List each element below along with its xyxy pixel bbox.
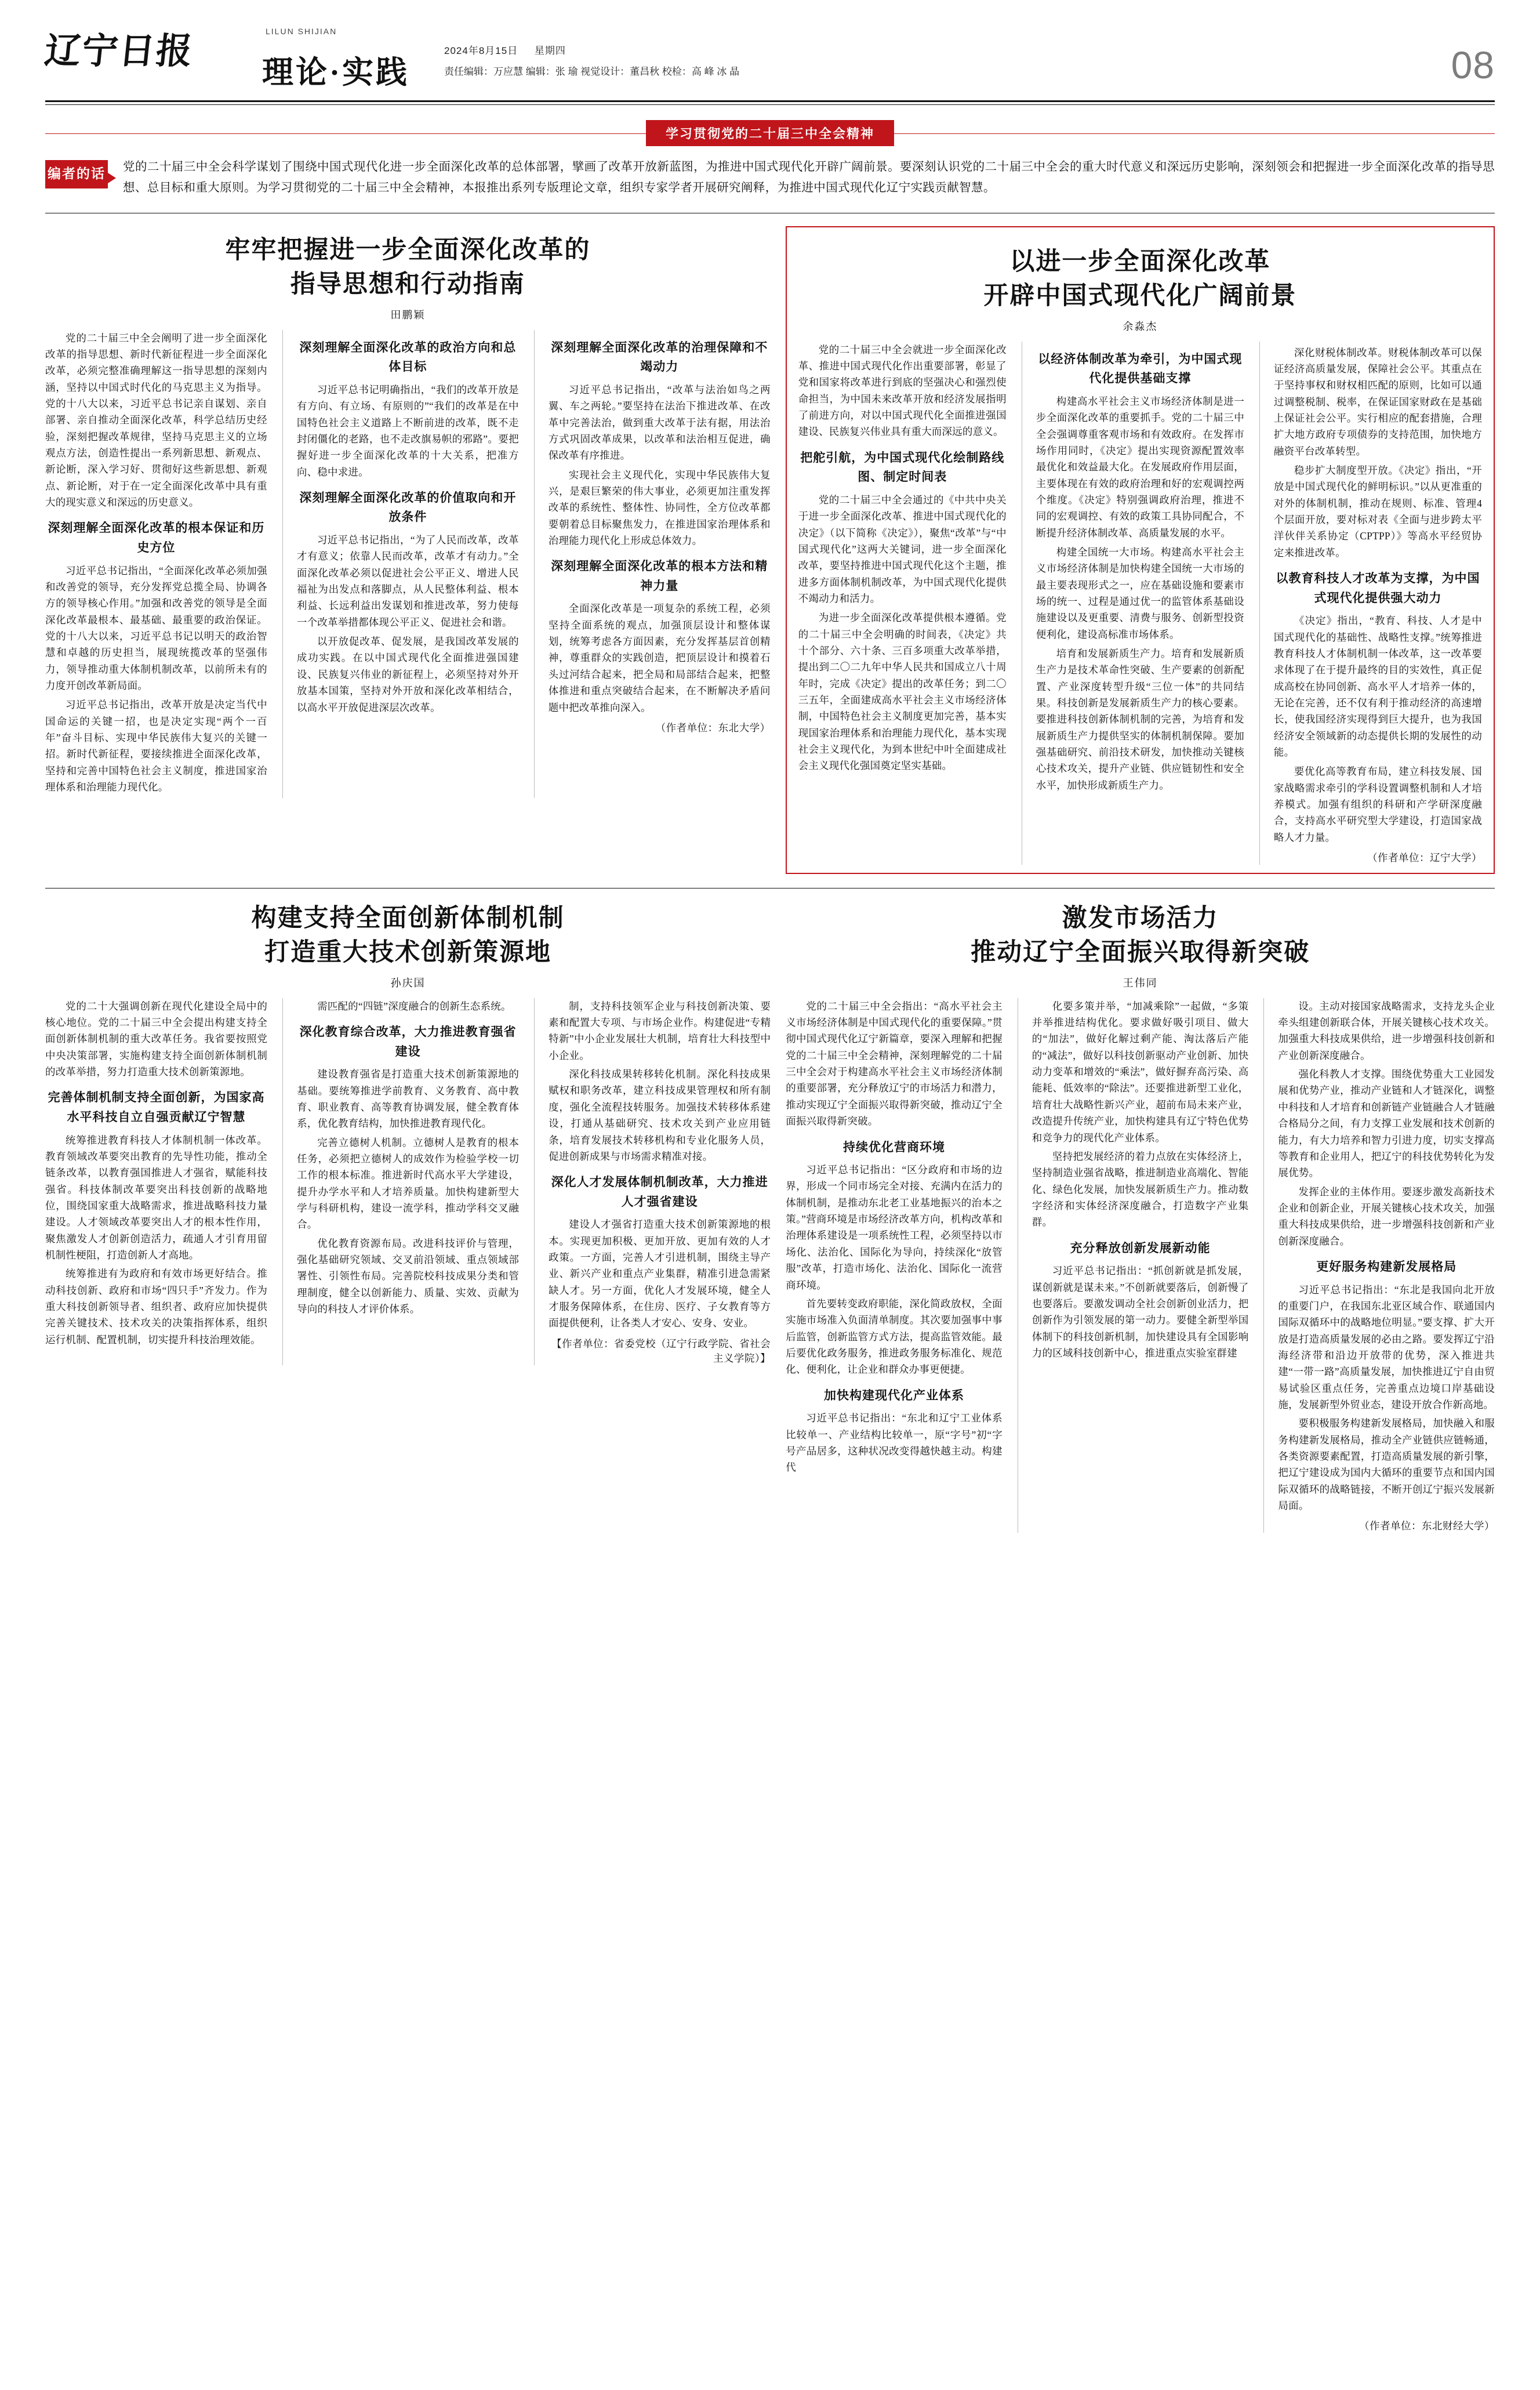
article2-col2 — [1022, 342, 1244, 865]
paragraph: 稳步扩大制度型开放。《决定》指出，“开放是中国式现代化的鲜明标识。”以从更准重的对外的体制机制，推动在规则、标准、管理4个层面开放，要对标对表《全面与进步跨太平洋伙伴关系协定（CPTPP）》等高水平经贸协定来推进改革。 — [1273, 465, 1483, 558]
article4-col2 — [1018, 998, 1249, 1533]
article3-headline — [45, 901, 771, 970]
article3-headline-line2: 打造重大技术创新策源地 — [264, 939, 552, 967]
topic-banner-wrap — [45, 120, 1495, 146]
article-guiding-thought — [45, 226, 786, 874]
article4-sub-2: 加快构建现代化产业体系 — [823, 1388, 964, 1402]
article4-col3 — [1263, 998, 1495, 1533]
paragraph: 建设人才强省打造重大技术创新策源地的根本。实现更加积极、更加开放、更加有效的人才政策。一方面，完善人才引进机制，围绕主导产业、新兴产业和重点产业集群，精准引进急需紧缺人才。另一方面，优化人才发展环境，健全人才服务保障体系，在住房、医疗、子女教育等方面提供便利，让各类人才安心、安身、安业。 — [549, 1218, 771, 1329]
editor-note-badge: 编者的话 — [45, 160, 108, 188]
article4-headline-line1: 激发市场活力 — [1062, 905, 1219, 933]
article3-signature: 【作者单位：省委党校（辽宁行政学院、省社会主义学院）】 — [551, 1337, 771, 1364]
paragraph: 深化财税体制改革。财税体制改革可以保证经济高质量发展，保障社会公平。其重点在于坚持事权和财权相匹配的原则，比如可以通过调整税制、税率，在保证国家财政在是基础上保证社会公平。实行相应的配套措施，合理扩大地方政府专项债券的支持范围，加快地方融资平台改革转型。 — [1273, 346, 1483, 457]
article2-byline: 余淼杰 — [1123, 320, 1158, 332]
paragraph: 要优化高等教育布局，建立科技发展、国家战略需求牵引的学科设置调整机制和人才培养模式。加强有组织的科研和产学研深度融合，支持高水平研究型大学建设，打造国家战略人才力量。 — [1273, 766, 1483, 843]
article1-sub-1: 深刻理解全面深化改革的根本保证和历史方位 — [48, 521, 265, 554]
paragraph: 习近平总书记指出，“全面深化改革必须加强和改善党的领导，充分发挥党总揽全局、协调各方的领导核心作用。”加强和改善党的领导是全面深化改革最根本、最基础、最重要的政治保证。党的十八大以来，习近平总书记以明天的政治智慧和卓越的历史担当，展现统揽改革的坚强伟力，领导推动重大体制机制改革，以前所未有的力度开创改革新局面。 — [45, 564, 267, 691]
article2-col1 — [798, 342, 1007, 865]
issue-date-row — [444, 41, 739, 61]
section-title-block — [256, 23, 409, 92]
paragraph: 党的二十大强调创新在现代化建设全局中的核心地位。党的二十届三中全会提出构建支持全面创新体制机制的重大改革任务。我省要按照党中央决策部署，实施构建支持全面创新体制机制的改革举措，努力打造重大技术创新策源地。 — [45, 1000, 268, 1078]
article4-sub-4: 更好服务构建新发展格局 — [1316, 1259, 1457, 1274]
paragraph: 党的二十届三中全会指出：“高水平社会主义市场经济体制是中国式现代化的重要保障。”贯彻中国式现代化辽宁新篇章，要深入理解和把握党的二十届三中全会精神，深刻理解党的二十届三中全会对于构建高水平社会主义市场经济体制的重要部署，充分释放辽宁的市场活力和潜力，推动实现辽宁全面振兴取得新突破，推动辽宁全面振兴取得新突破。 — [786, 1000, 1003, 1127]
paragraph: 习近平总书记指出，“改革与法治如鸟之两翼、车之两轮。”要坚持在法治下推进改革、在改革中完善法治，做到重大改革于法有据，用法治方式巩固改革成果，以改革和法治相互促进，确保改革有序推进。 — [548, 383, 771, 462]
article3-sub-1: 完善体制机制支持全面创新，为国家高水平科技自立自强贡献辽宁智慧 — [48, 1090, 265, 1125]
article3-col3 — [534, 998, 771, 1365]
article1-headline-line1: 牢牢把握进一步全面深化改革的 — [225, 236, 591, 264]
article2-columns — [798, 342, 1482, 865]
article1-sub-3: 深刻理解全面深化改革的价值取向和开放条件 — [299, 490, 517, 524]
article4-sub-1: 持续优化营商环境 — [842, 1140, 945, 1154]
article4-headline — [786, 901, 1495, 970]
paragraph: 化要多策并举，“加减乘除”一起做，“多策并举推进结构优化。要求做好吸引项目、做大的“加法”，做好化解过剩产能、淘汰落后产能的“减法”，做好以科技创新驱动产业创新、加快动力变革和增效的“乘法”，做好摒弃高污染、高能耗、低效率的“除法”。还要推进新型工业化，培育壮大战略性新兴产业，超前布局未来产业，改造提升传统产业，加快构建具有辽宁特色优势和竞争力的现代化产业体系。 — [1031, 1000, 1249, 1144]
article2-sub-3: 以教育科技人才改革为支撑，为中国式现代化提供强大动力 — [1276, 571, 1480, 605]
paragraph: 《决定》指出，“教育、科技、人才是中国式现代化的基础性、战略性支撑。”统筹推进教育科技人才体制机制一体改革，这一改革要求体现了在于提升最终的目的实效性，真正促成高校在协同创新、高水平人才培养一体的，无论在完善，还不仅有利于推动经济的高速增长，使我国经济实现得到巨大提升，也为我国经济安全领域新的动态提供长期的发展性的动能。 — [1273, 615, 1483, 759]
paragraph: 需匹配的“四链”深度融合的创新生态系统。 — [317, 1000, 511, 1012]
masthead-rule-thin — [45, 104, 1495, 105]
paragraph: 建设教育强省是打造重大技术创新策源地的基础。要统筹推进学前教育、义务教育、高中教育、职业教育、高等教育协调发展，健全教育体系，优化教育结构，加快推进教育现代化。 — [297, 1068, 520, 1130]
paragraph: 习近平总书记指出：“抓创新就是抓发展，谋创新就是谋未来。”不创新就要落后，创新慢了也要落后。要激发调动全社会创新创业活力，把创新作为引领发展的第一动力。要健全新型举国体制下的科技创新机制，加快建设具有全国影响力的区域科技创新中心，推进重点实验室群建 — [1031, 1265, 1249, 1359]
top-articles-area — [45, 226, 1495, 874]
paragraph: 强化科教人才支撑。围绕优势重大工业园发展和优势产业，推动产业链和人才链深化，调整中科技和人才培育和创新链产业链融合人才链融合格局分之间，有力支撑工业发展和技术创新的能力，有大力培养和智力引进力度，切实支撑高等教育和企业用人，把辽宁的科技优势转化为发展优势。 — [1278, 1068, 1495, 1179]
paragraph: 深化科技成果转移转化机制。深化科技成果赋权和职务改革，建立科技成果管理权和所有制度，强化全流程技转服务。加强技术转移体系建设，打通从基础研究、技术攻关到产业应用链条，培育发展技术转移机构和专业化服务人员，促进创新成果与市场需求精准对接。 — [549, 1068, 771, 1162]
paragraph: 习近平总书记指出，“为了人民而改革，改革才有意义；依靠人民而改革，改革才有动力。”全面深化改革必须以促进社会公平正义、增进人民福祉为出发点和落脚点，从人民整体利益、根本利益、长远利益出发谋划和推进改革，努力使每一个改革举措都体现公平正义、促进社会和谐。 — [296, 534, 519, 628]
paragraph: 习近平总书记指出，改革开放是决定当代中国命运的关键一招，也是决定实现“两个一百年”奋斗目标、实现中华民族伟大复兴的关键一招。新时代新征程，要接续推进全面深化改革，坚持和完善中国特色社会主义制度，推进国家治理体系和治理能力现代化。 — [45, 699, 267, 793]
article3-sub-2: 深化教育综合改革，大力推进教育强省建设 — [299, 1025, 517, 1058]
article3-col2 — [282, 998, 519, 1365]
section-pinyin: LILUN SHIJIAN — [266, 27, 337, 36]
article4-col1 — [786, 998, 1003, 1533]
article4-headline-line2: 推动辽宁全面振兴取得新突破 — [971, 939, 1310, 967]
paragraph: 习近平总书记指出：“东北和辽宁工业体系比较单一、产业结构比较单一，原“字号”初“字号产品居多，这种状况改变得越快越主动。构建代 — [786, 1412, 1003, 1474]
paragraph: 构建高水平社会主义市场经济体制是进一步全面深化改革的重要抓手。党的二十届三中全会强调尊重客观市场和有效政府。在发挥市场作用同时，《决定》提出实现资源配置效率最优化和效益最大化。在发展政府作用层面，主要体现在有效的政府治理和好的宏观调控两个维度。《决定》特别强调政府治理，推进不同的宏观调控、有效的政策工具协同配合，不断提升经济体制改革、高质量发展的水平。 — [1036, 395, 1244, 539]
paragraph: 习近平总书记指出：“东北是我国向北开放的重要门户，在我国东北亚区域合作、联通国内国际双循环中的战略地位明显。”要支撑、扩大开放是打造高质量发展的必由之路。要发挥辽宁沿海经济带和沿边开放带的优势，深入推进共建“一带一路”高质量发展，加快推进辽宁自由贸易试验区重点任务，完善重点边境口岸基础设施，发展新型外贸业态，建设开放合作新高地。 — [1278, 1283, 1495, 1410]
article1-headline — [45, 233, 771, 302]
article4-columns — [786, 998, 1495, 1533]
article3-sub-3: 深化人才发展体制机制改革，大力推进人才强省建设 — [551, 1175, 768, 1209]
article3-headline-line1: 构建支持全面创新体制机制 — [251, 905, 565, 933]
paragraph: 党的二十届三中全会就进一步全面深化改革、推进中国式现代化作出重要部署，彰显了党和国家将改革进行到底的坚强决心和强烈使命担当，为中国未来改革开放和经济发展指明了前进方向，对以中国式现代化全面推进强国建设、民族复兴伟业具有重大而深远的意义。 — [798, 343, 1007, 438]
masthead-rule-thick — [45, 100, 1495, 102]
paragraph: 完善立德树人机制。立德树人是教育的根本任务，必须把立德树人的成效作为检验学校一切工作的根本标准。推进新时代高水平大学建设，提升办学水平和人才培养质量。加快构建新型大学与科研机构，建设一流学科，推动学科交叉融合。 — [297, 1136, 520, 1231]
article2-col3 — [1259, 342, 1482, 865]
paragraph: 坚持把发展经济的着力点放在实体经济上，坚持制造业强省战略，推进制造业高端化、智能化、绿色化发展，加快发展新质生产力。推动数字经济和实体经济深度融合，打造数字产业集群。 — [1031, 1150, 1249, 1228]
masthead — [42, 23, 1495, 98]
topic-banner: 学习贯彻党的二十届三中全会精神 — [646, 120, 894, 146]
article1-signature: （作者单位：东北大学） — [655, 721, 771, 734]
paragraph: 优化教育资源布局。改进科技评价与管理，强化基础研究领域、交叉前沿领域、重点领域部署性、引领性布局。完善院校科技成果分类和管理制度，健全以创新能力、质量、实效、贡献为导向的科技人才评价体系。 — [297, 1237, 520, 1315]
article1-sub-5: 深刻理解全面深化改革的根本方法和精神力量 — [551, 559, 768, 593]
issue-weekday: 星期四 — [534, 45, 566, 56]
article3-col1 — [45, 998, 267, 1365]
paragraph: 以开放促改革、促发展，是我国改革发展的成功实践。在以中国式现代化全面推进强国建设、民族复兴伟业的新征程上，必须坚持对外开放基本国策，坚持对外开放和深化改革相结合，以高水平开放促进深层次改革。 — [296, 636, 519, 713]
paper-name: 辽宁日报 — [42, 32, 195, 71]
paragraph: 党的二十届三中全会阐明了进一步全面深化改革的指导思想、新时代新征程进一步全面深化改革，必须完整准确理解这一指导思想的深刻内涵，坚持以中国式时代化的马克思主义为指导。党的十八大以来，习近平总书记亲自谋划、亲自部署、亲自推动全面深化改革，科学总结历史经验，深刻把握改革规律，坚持马克思主义的立场观点方法，创造性提出一系列新思想、新观点、新论断，深入学习好、贯彻好这些新思想、新观点、新论断，对于在一定全面深化改革中具有重大的现实意义和深远的历史意义。 — [45, 332, 267, 509]
paragraph: 制，支持科技领军企业与科技创新决策、要素和配置大专项、与市场企业作。构建促进“专精特新”中小企业发展壮大机制，培育壮大科技型中小企业。 — [549, 1000, 771, 1061]
editor-note — [45, 157, 1495, 209]
article1-sub-4: 深刻理解全面深化改革的治理保障和不竭动力 — [551, 340, 768, 374]
credits: 责任编辑：万应慧 编辑：张 瑜 视觉设计：董昌秋 校检：高 峰 冰 晶 — [444, 66, 740, 77]
paragraph: 培育和发展新质生产力。培育和发展新质生产力是技术革命性突破、生产要素的创新配置、产业深度转型升级“三位一体”的共同结果。科技创新是发展新质生产力的核心要素。要推进科技创新体制机制的完善，为培育和发展新质生产力提供坚实的体制机制保障。要加强基础研究、前沿技术研发，加快推动关键核心技术攻关，提升产业链、供应链韧性和安全水平，加快形成新质生产力。 — [1036, 647, 1244, 791]
article1-columns — [45, 330, 771, 799]
article2-sub-1: 把舵引航，为中国式现代化绘制路线图、制定时间表 — [800, 450, 1005, 484]
article-modernization-prospect — [786, 226, 1495, 874]
paragraph: 统筹推进教育科技人才体制机制一体改革。教育领域改革要突出教育的先导性功能，推动全链条改革，以教育强国推进人才强省，赋能科技强省。科技体制改革要突出科技创新的战略地位，围绕国家重大战略需求，推进战略科技力量建设。人才领域改革要突出人才的根本性作用，聚焦激发人才创新创造活力，疏通人才引育用留机制性梗阻，打造创新人才高地。 — [45, 1134, 268, 1261]
paper-logo — [42, 23, 237, 71]
paragraph: 全面深化改革是一项复杂的系统工程，必须坚持全面系统的观点，加强顶层设计和整体谋划，统筹考虑各方面因素，充分发挥基层首创精神，尊重群众的实践创造，把顶层设计和摸着石头过河结合起来，把全局和局部结合起来，把整体推进和重点突破结合起来，在不断解决矛盾问题中把改革推向深入。 — [548, 603, 771, 713]
article-innovation-system — [45, 894, 786, 1533]
article2-headline — [798, 245, 1482, 314]
paragraph: 为进一步全面深化改革提供根本遵循。党的二十届三中全会明确的时间表，《决定》共十个部分、六十条、三百多项重大改革举措，提出到二〇二九年中华人民共和国成立八十周年时，完成《决定》提出的改革任务；到二〇三五年，全面建成高水平社会主义市场经济体制，中国特色社会主义制度更加完善，基本实现国家治理体系和治理能力现代化，基本实现社会主义现代化，为到本世纪中叶全面建成社会主义现代化强国奠定坚实基础。 — [798, 612, 1007, 772]
article3-byline: 孙庆国 — [390, 977, 426, 989]
article1-col2 — [282, 330, 519, 799]
paragraph: 首先要转变政府职能，深化简政放权，全面实施市场准入负面清单制度。其次要加强事中事后监管，创新监管方式方法，提高监管效能。最后要优化政务服务，推进政务服务标准化、规范化、便利化，让企业和群众办事更便捷。 — [786, 1297, 1003, 1376]
editor-note-text: 党的二十届三中全会科学谋划了围绕中国式现代化进一步全面深化改革的总体部署，擘画了改革开放新蓝图，为推进中国式现代化开辟广阔前景。要深刻认识党的二十届三中全会的重大时代意义和深远历史影响，深刻领会和把握进一步全面深化改革的指导思想、总目标和重大原则。为学习贯彻党的二十届三中全会精神，本报推出系列专版理论文章，组织专家学者开展研究阐释，为推进中国式现代化辽宁实践贡献智慧。 — [123, 161, 1495, 195]
section-title: 理论·实践 — [262, 55, 410, 90]
article-market-vitality — [786, 894, 1495, 1533]
article1-col1 — [45, 330, 267, 799]
article2-sub-2: 以经济体制改革为牵引，为中国式现代化提供基础支撑 — [1038, 351, 1243, 386]
article2-headline-line2: 开辟中国式现代化广阔前景 — [983, 282, 1297, 310]
article2-headline-line1: 以进一步全面深化改革 — [1009, 248, 1271, 275]
article4-sub-3: 充分释放创新发展新动能 — [1070, 1241, 1211, 1255]
article3-columns — [45, 998, 771, 1365]
paragraph: 习近平总书记指出：“区分政府和市场的边界，形成一个同市场完全对接、充满内在活力的体制机制，是推动东北老工业基地振兴的治本之策。”营商环境是市场经济改革方向，机构改革和治理体系建设是一项系统性工程，必须坚持以市场化、法治化、国际化为导向，持续深化“放管服”改革，打造市场化、法治化、国际化一流营商环境。 — [786, 1164, 1003, 1291]
article1-col3 — [534, 330, 771, 799]
article2-signature: （作者单位：辽宁大学） — [1367, 852, 1483, 864]
article1-headline-line2: 指导思想和行动指南 — [290, 271, 525, 299]
article4-byline: 王伟同 — [1123, 977, 1158, 989]
page-number: 08 — [1451, 43, 1495, 86]
paragraph: 发挥企业的主体作用。要逐步激发高新技术企业和创新企业，开展关键核心技术攻关，加强重大科技成果供给，进一步增强科技创新和产业创新深度融合。 — [1278, 1185, 1495, 1247]
article1-sub-2: 深刻理解全面深化改革的政治方向和总体目标 — [299, 340, 517, 374]
paragraph: 党的二十届三中全会通过的《中共中央关于进一步全面深化改革、推进中国式现代化的决定》（以下简称《决定》），聚焦“改革”与“中国式现代化”这两大关键词，进一步全面深化改革，要坚持推进中国式现代化这个主题，推进多方面体制机制改革，为中国式现代化提供不竭动力和活力。 — [798, 494, 1007, 604]
paragraph: 习近平总书记明确指出，“我们的改革开放是有方向、有立场、有原则的”“我们的改革是在中国特色社会主义道路上不断前进的改革，既不走封闭僵化的老路，也不走改旗易帜的邪路”。要把握好进一步全面深化改革的十大关系，把准方向、稳中求进。 — [296, 383, 519, 478]
paragraph: 构建全国统一大市场。构建高水平社会主义市场经济体制是加快构建全国统一大市场的最主要表现形式之一，应在基础设施和要素市场的统一、过程是通过优一的监管体系基础设施建设以及更重要、清费与服务、创新型投资便利化，建设高标准市场体系。 — [1036, 546, 1244, 640]
paragraph: 实现社会主义现代化，实现中华民族伟大复兴，是艰巨繁荣的伟大事业，必须更加注重发挥改革的系统性、整体性、协同性，全方位改革都要朝着总目标聚焦发力，在推进国家治理体系和治理能力现代化上形成总体效力。 — [548, 469, 771, 546]
masthead-meta — [444, 23, 739, 82]
bottom-articles-area — [45, 894, 1495, 1533]
article4-signature: （作者单位：东北财经大学） — [1359, 1520, 1495, 1532]
paragraph: 要积极服务构建新发展格局，加快融入和服务构建新发展格局，推动全产业链供应链畅通，各类资源要素配置，打造高质量发展的新引擎，把辽宁建设成为国内大循环的重要节点和国内国际双循环的战略链接，不断开创辽宁振兴发展新局面。 — [1278, 1417, 1495, 1511]
paragraph: 统筹推进有为政府和有效市场更好结合。推动科技创新、政府和市场“四只手”齐发力。作为重大科技创新领导者、组织者、政府应加快提供完善关键技术、技术攻关的决策指挥体系，组织运行机制、配置机制，切实提升科技治理效能。 — [45, 1268, 268, 1345]
issue-date: 2024年8月15日 — [444, 45, 518, 56]
paragraph: 设。主动对接国家战略需求，支持龙头企业牵头组建创新联合体，开展关键核心技术攻关。加强重大科技成果供给，进一步增强科技创新和产业创新深度融合。 — [1278, 1000, 1495, 1061]
article1-byline: 田鹏颖 — [390, 309, 426, 321]
